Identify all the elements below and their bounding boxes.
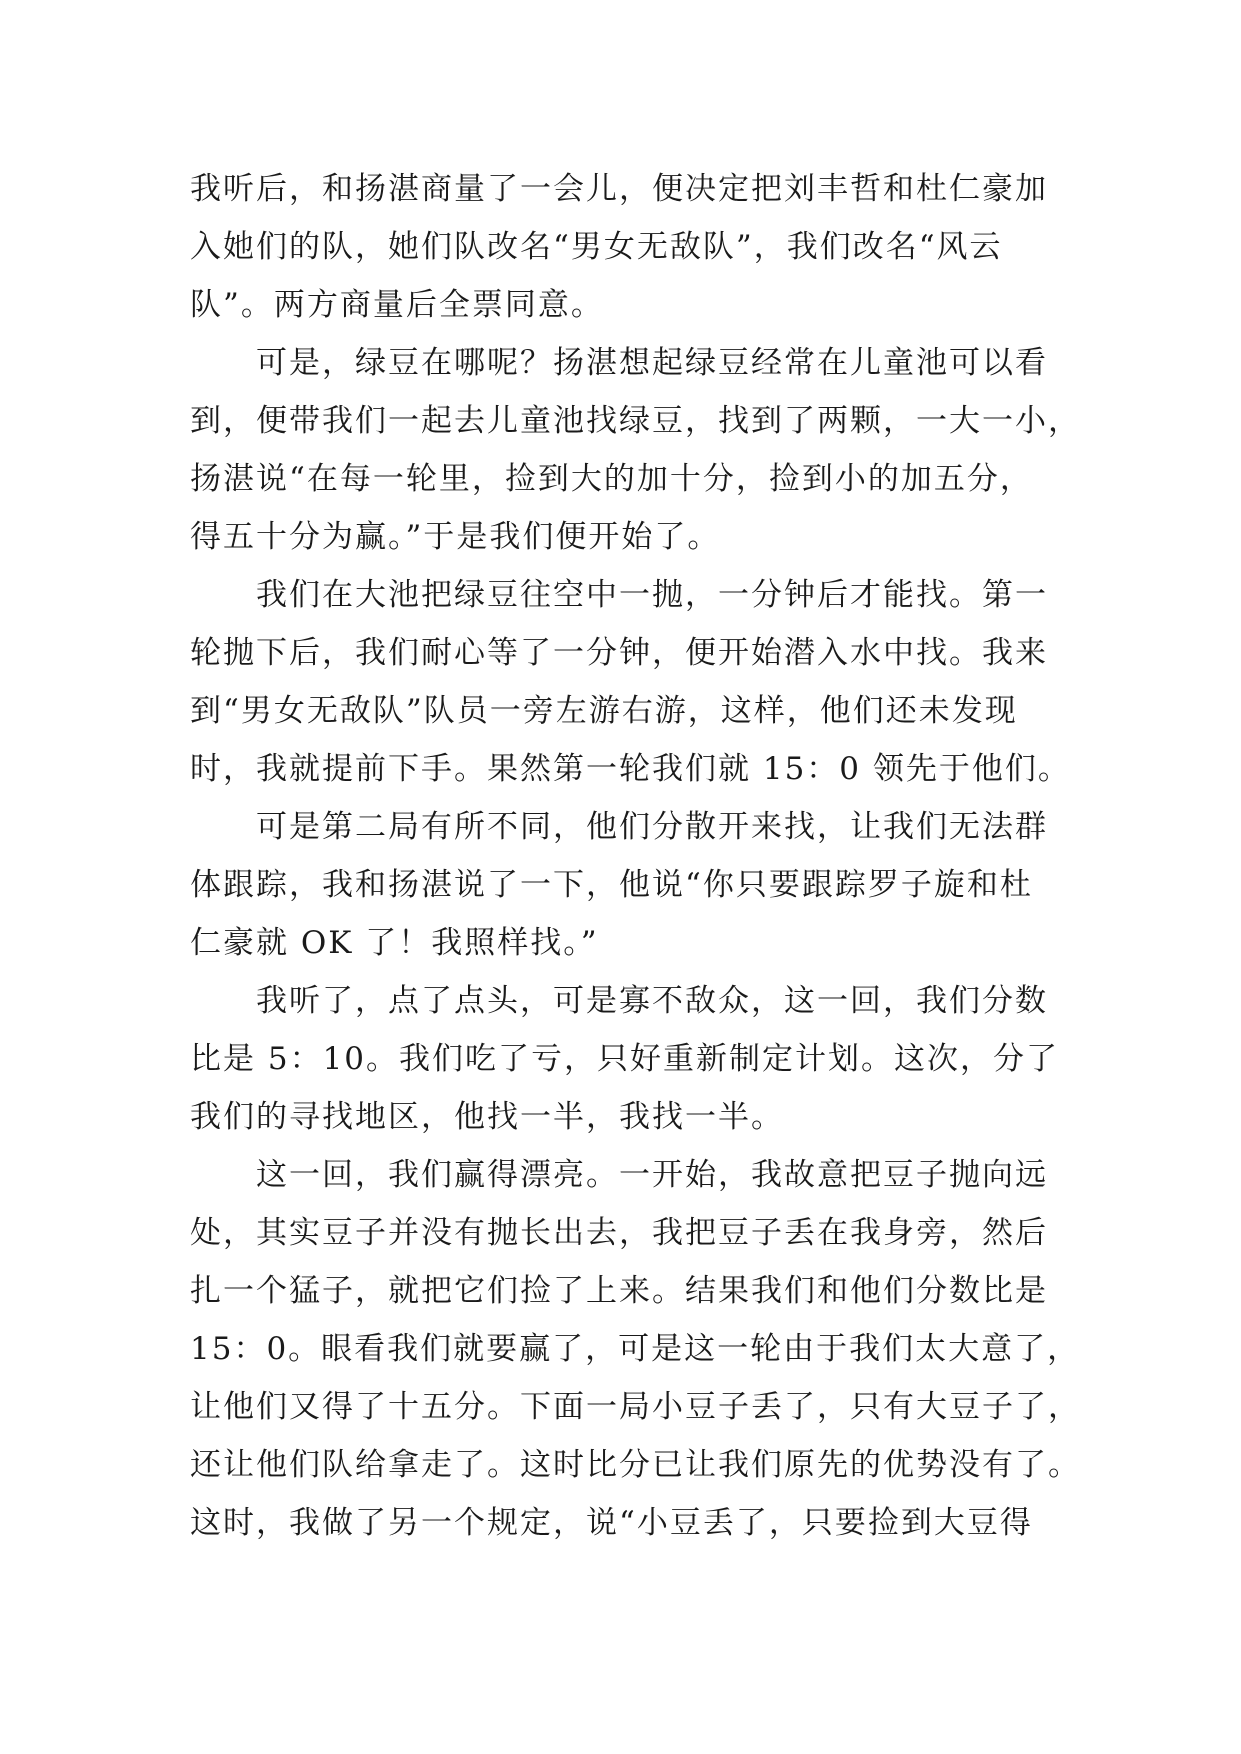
paragraph-1 (190, 160, 1050, 334)
text-line: 到“男女无敌队”队员一旁左游右游，这样，他们还未发现 (190, 693, 1018, 729)
text-line: 可是，绿豆在哪呢？扬湛想起绿豆经常在儿童池可以看 (190, 345, 1048, 381)
text-line: 队”。两方商量后全票同意。 (190, 287, 604, 323)
text-line: 这时，我做了另一个规定，说“小豆丢了，只要捡到大豆得 (190, 1505, 1033, 1541)
text-line: 扬湛说“在每一轮里，捡到大的加十分，捡到小的加五分， (190, 461, 1033, 497)
text-line: 15：0。眼看我们就要赢了，可是这一轮由于我们太大意了， (190, 1331, 1081, 1367)
paragraph-6 (190, 1146, 1081, 1552)
text-line: 还让他们队给拿走了。这时比分已让我们原先的优势没有了。 (190, 1447, 1081, 1483)
text-line: 处，其实豆子并没有抛长出去，我把豆子丢在我身旁，然后 (190, 1215, 1048, 1251)
text-line: 可是第二局有所不同，他们分散开来找，让我们无法群 (190, 809, 1048, 845)
text-line: 比是 5：10。我们吃了亏，只好重新制定计划。这次，分了 (190, 1041, 1060, 1077)
paragraph-5 (190, 972, 1060, 1146)
text-line: 轮抛下后，我们耐心等了一分钟，便开始潜入水中找。我来 (190, 635, 1048, 671)
text-line: 时，我就提前下手。果然第一轮我们就 15：0 领先于他们。 (190, 751, 1071, 787)
text-line: 扎一个猛子，就把它们捡了上来。结果我们和他们分数比是 (190, 1273, 1048, 1309)
paragraph-2 (190, 334, 1081, 566)
document-body (190, 160, 1081, 1552)
text-line: 到，便带我们一起去儿童池找绿豆，找到了两颗，一大一小， (190, 403, 1081, 439)
paragraph-4 (190, 798, 1050, 972)
text-line: 我们在大池把绿豆往空中一抛，一分钟后才能找。第一 (190, 577, 1048, 613)
text-line: 我听了，点了点头，可是寡不敌众，这一回，我们分数 (190, 983, 1048, 1019)
text-line: 体跟踪，我和扬湛说了一下，他说“你只要跟踪罗子旋和杜 (190, 867, 1033, 903)
text-line: 让他们又得了十五分。下面一局小豆子丢了，只有大豆子了， (190, 1389, 1081, 1425)
text-line: 这一回，我们赢得漂亮。一开始，我故意把豆子抛向远 (190, 1157, 1048, 1193)
text-line: 仁豪就 OK 了！我照样找。” (190, 925, 599, 961)
text-line: 得五十分为赢。”于是我们便开始了。 (190, 519, 721, 555)
text-line: 入她们的队，她们队改名“男女无敌队”，我们改名“风云 (190, 229, 1003, 265)
text-line: 我听后，和扬湛商量了一会儿，便决定把刘丰哲和杜仁豪加 (190, 171, 1048, 207)
text-line: 我们的寻找地区，他找一半，我找一半。 (190, 1099, 784, 1135)
paragraph-3 (190, 566, 1071, 798)
